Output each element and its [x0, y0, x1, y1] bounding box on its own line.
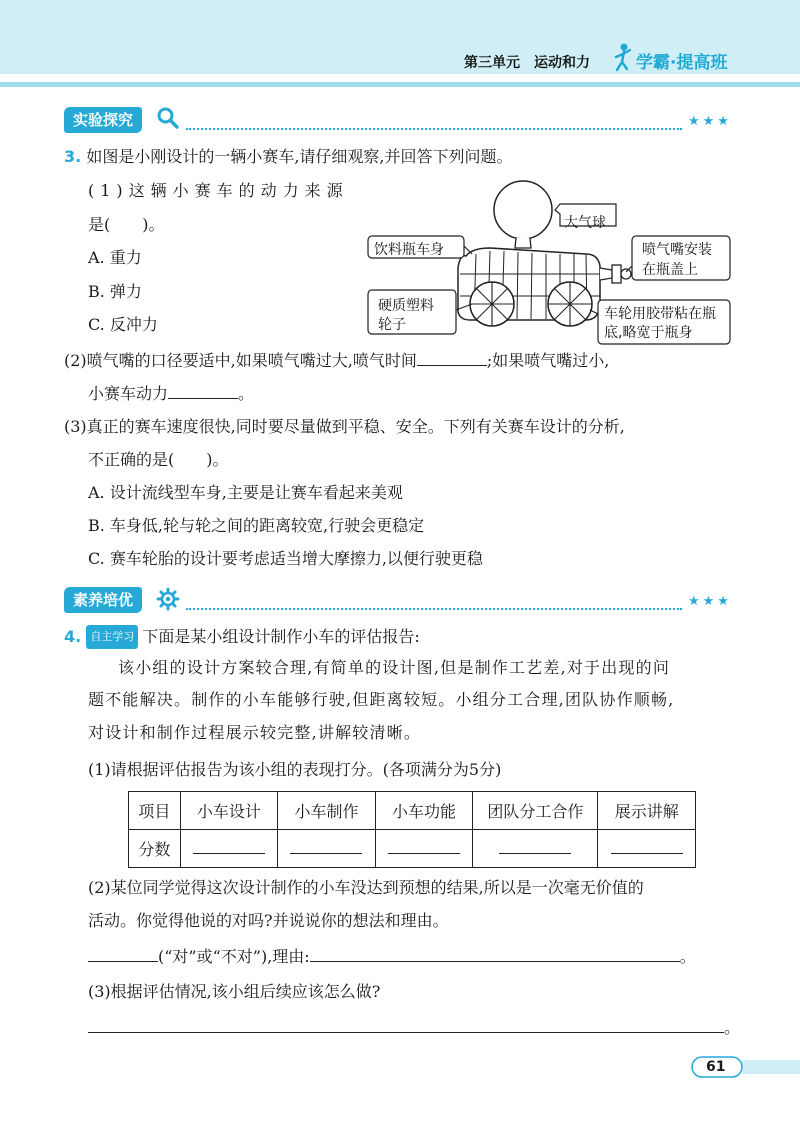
table-header-cell: 展示讲解 — [598, 792, 696, 830]
end-mark: 。 — [238, 384, 255, 403]
q3-part3-line1: (3)真正的赛车速度很快,同时要尽量做到平稳、安全。下列有关赛车设计的分析, — [64, 417, 625, 436]
magnifier-icon — [156, 106, 180, 130]
section-tag-experiment: 实验探究 — [64, 107, 142, 133]
score-cell[interactable] — [375, 830, 473, 868]
label-axle-line2: 底,略宽于瓶身 — [604, 325, 693, 341]
table-header-cell: 小车制作 — [278, 792, 376, 830]
q4-part1: (1)请根据评估报告为该小组的表现打分。(各项满分为5分) — [88, 760, 502, 779]
score-cell[interactable] — [598, 830, 696, 868]
q3-part2-line1 — [64, 350, 609, 372]
table-header-cell: 项目 — [129, 792, 181, 830]
answer-blank[interactable] — [168, 383, 238, 399]
q3-part3-line2: 不正确的是( )。 — [88, 450, 229, 469]
difficulty-stars: ★★★ — [688, 114, 732, 129]
table-header-cell: 团队分工合作 — [473, 792, 598, 830]
brand-figure-icon — [610, 42, 634, 72]
q3-part3-option-b[interactable]: B. 车身低,轮与轮之间的距离较宽,行驶会更稳定 — [88, 516, 425, 535]
q3-part1-line1: (1)这辆小赛车的动力来源 — [88, 181, 349, 200]
q3-part3-option-c[interactable]: C. 赛车轮胎的设计要考虑适当增大摩擦力,以便行驶更稳 — [88, 549, 483, 568]
label-nozzle-line2: 在瓶盖上 — [642, 262, 698, 278]
q4-part3: (3)根据评估情况,该小组后续应该怎么做? — [88, 982, 381, 1001]
header-rule — [0, 82, 800, 87]
q3-option-a[interactable]: A. 重力 — [88, 248, 142, 267]
gear-icon — [156, 587, 180, 611]
label-wheel-line2: 轮子 — [378, 317, 406, 333]
q3-part2-line2 — [88, 383, 254, 405]
q3-part2-text-a: (2)喷气嘴的口径要适中,如果喷气嘴过大,喷气时间 — [64, 351, 417, 370]
q4-part2-line1: (2)某位同学觉得这次设计制作的小车没达到预想的结果,所以是一次毫无价值的 — [88, 878, 644, 897]
score-cell[interactable] — [278, 830, 376, 868]
answer-blank-long[interactable] — [88, 1017, 724, 1033]
answer-blank[interactable] — [388, 840, 460, 854]
q4-answer-prompt: (“对”或“不对”),理由: — [158, 947, 310, 966]
label-balloon: 大气球 — [564, 215, 606, 231]
section-tag-cultivate: 素养培优 — [64, 587, 142, 613]
section-divider — [186, 608, 682, 610]
label-bottle-body: 饮料瓶车身 — [374, 242, 444, 258]
label-axle-line1: 车轮用胶带粘在瓶 — [604, 306, 716, 322]
answer-blank[interactable] — [290, 840, 362, 854]
q4-part3-answer — [88, 1017, 740, 1039]
q3-part3-option-a[interactable]: A. 设计流线型车身,主要是让赛车看起来美观 — [88, 483, 403, 502]
answer-blank[interactable] — [193, 840, 265, 854]
q3-option-b[interactable]: B. 弹力 — [88, 282, 142, 301]
score-cell[interactable] — [473, 830, 598, 868]
score-table — [128, 791, 696, 868]
q4-report-line2: 题不能解决。制作的小车能够行驶,但距离较短。小组分工合理,团队协作顺畅, — [88, 690, 675, 709]
section-divider — [186, 128, 682, 130]
q3-number: 3. — [64, 147, 82, 166]
difficulty-stars: ★★★ — [688, 594, 732, 609]
q3-option-c[interactable]: C. 反冲力 — [88, 315, 158, 334]
q3-part2-text-b: ;如果喷气嘴过小, — [486, 351, 610, 370]
q3-part2-text-c: 小赛车动力 — [88, 384, 169, 403]
q3-stem-text: 如图是小刚设计的一辆小赛车,请仔细观察,并回答下列问题。 — [86, 147, 513, 166]
q4-report-line1: 该小组的设计方案较合理,有简单的设计图,但是制作工艺差,对于出现的问 — [118, 658, 671, 677]
q4-part2-answer — [88, 946, 696, 968]
table-header-cell: 小车设计 — [180, 792, 278, 830]
table-row — [129, 830, 696, 868]
answer-blank[interactable] — [611, 840, 683, 854]
q4-number: 4. — [64, 627, 82, 646]
answer-blank-reason[interactable] — [310, 946, 680, 962]
unit-title: 第三单元 运动和力 — [464, 55, 590, 71]
q4-part2-line2: 活动。你觉得他说的对吗?并说说你的想法和理由。 — [88, 911, 449, 930]
answer-blank[interactable] — [499, 840, 571, 854]
page-number: 61 — [706, 1059, 726, 1075]
end-mark: 。 — [724, 1018, 741, 1037]
self-study-badge: 自主学习 — [86, 625, 138, 649]
table-header-row — [129, 792, 696, 830]
q3-part1-line2: 是( )。 — [88, 215, 165, 234]
end-mark: 。 — [679, 947, 696, 966]
q4-report-line3: 对设计和制作过程展示较完整,讲解较清晰。 — [88, 723, 422, 742]
answer-blank[interactable] — [417, 350, 487, 366]
score-cell[interactable] — [180, 830, 278, 868]
label-wheel-line1: 硬质塑料 — [378, 298, 434, 314]
answer-blank[interactable] — [88, 946, 158, 962]
q3-stem — [64, 146, 513, 168]
table-header-cell: 小车功能 — [375, 792, 473, 830]
brand-title: 学霸·提高班 — [636, 53, 728, 73]
label-nozzle-line1: 喷气嘴安装 — [642, 242, 712, 258]
q4-stem — [64, 625, 420, 649]
q4-stem-text: 下面是某小组设计制作小车的评估报告: — [142, 627, 420, 646]
table-row-label: 分数 — [129, 830, 181, 868]
